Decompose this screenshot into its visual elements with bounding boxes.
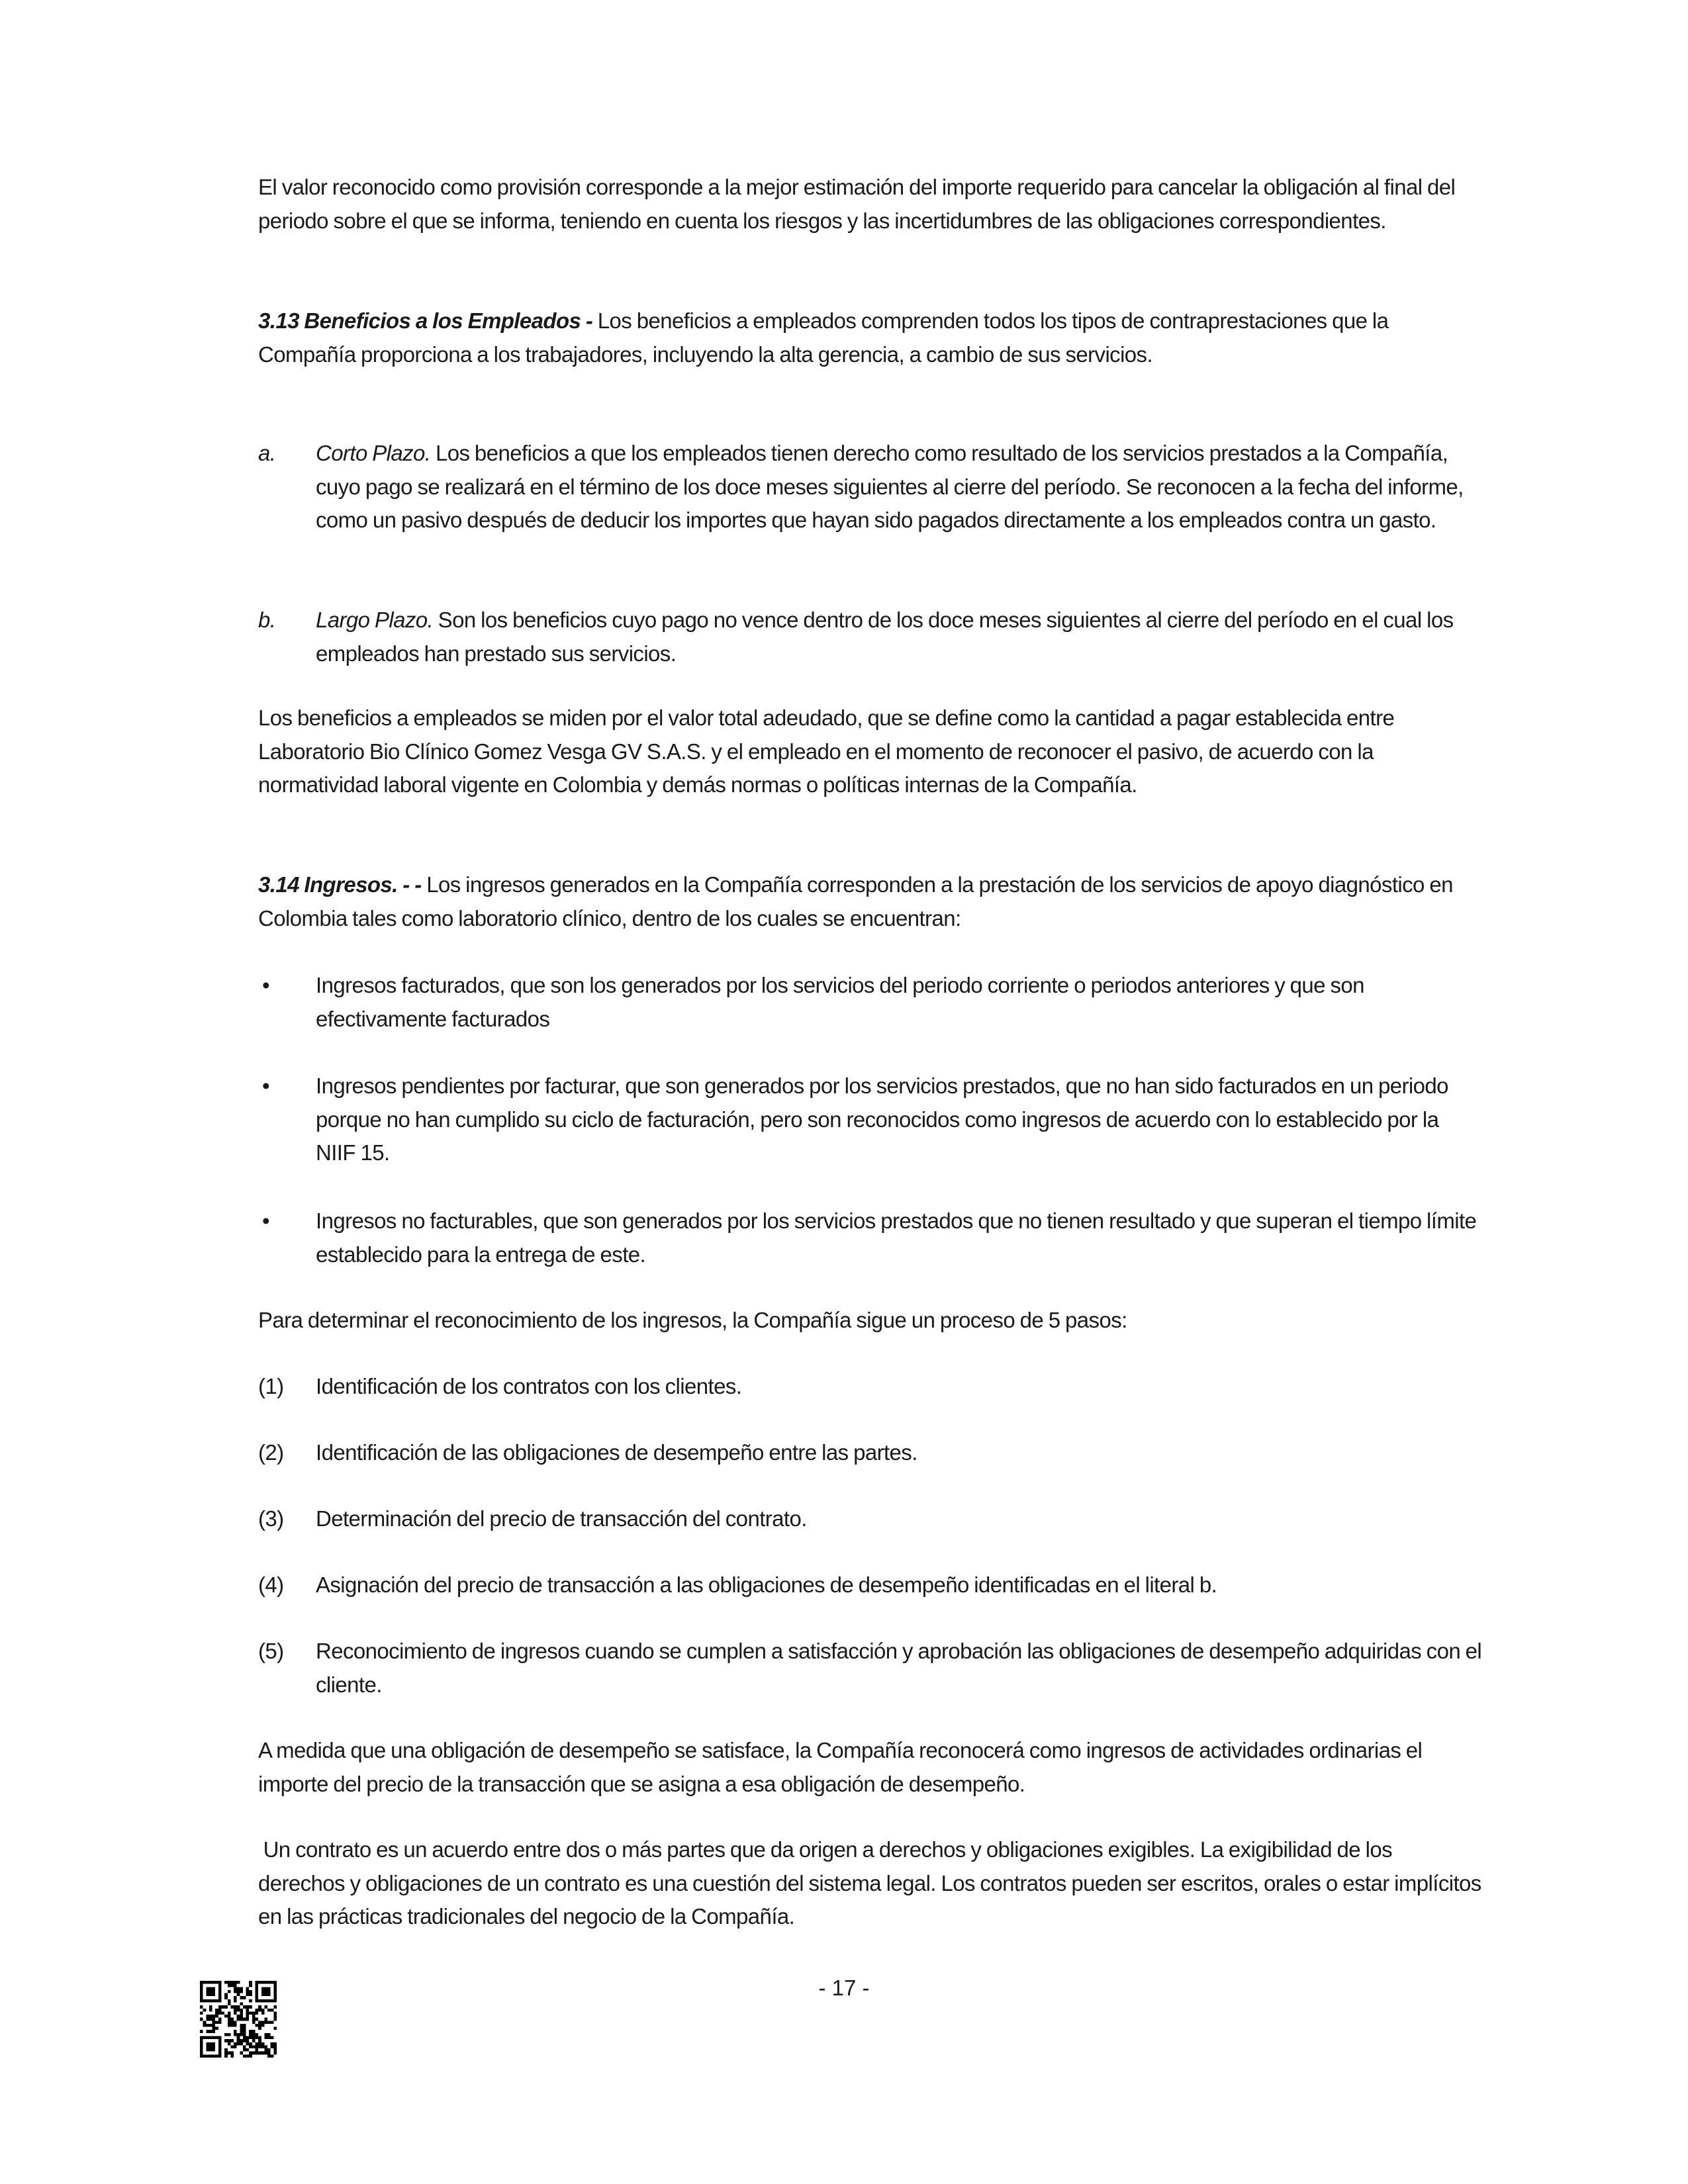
step-text: Identificación de las obligaciones de desempeño entre las partes. bbox=[316, 1440, 917, 1465]
section-3-13-text: Los beneficios a empleados comprenden todos los tipos de contraprestaciones que la Compañía proporciona a los trabajadores, incluyendo la alta gerencia, a cambio de sus servicios. bbox=[258, 308, 1389, 367]
bullet-icon: • bbox=[262, 1073, 269, 1098]
list-marker: a. bbox=[258, 441, 276, 465]
step-text: Reconocimiento de ingresos cuando se cumplen a satisfacción y aprobación las obligaciones de desempeño adquiridas con el cliente. bbox=[316, 1639, 1482, 1697]
step-number: (4) bbox=[258, 1572, 284, 1597]
bullet-item bbox=[258, 1069, 1483, 1170]
step-number: (3) bbox=[258, 1506, 284, 1531]
section-3-14-text: Los ingresos generados en la Compañía corresponden a la prestación de los servicios de apoyo diagnóstico en Colombia tales como laboratorio clínico, dentro de los cuales se encuentran: bbox=[258, 872, 1453, 931]
step-number: (1) bbox=[258, 1374, 284, 1398]
section-3-14-heading: 3.14 Ingresos. - - bbox=[258, 872, 422, 897]
section-3-13-paragraph bbox=[258, 304, 1483, 371]
page-number: - 17 - bbox=[818, 1976, 870, 2000]
bullet-icon: • bbox=[262, 1208, 269, 1233]
step-item bbox=[258, 1569, 1483, 1602]
step-number: (5) bbox=[258, 1639, 284, 1663]
list-marker: b. bbox=[258, 608, 276, 632]
corto-plazo-title: Corto Plazo. bbox=[316, 441, 431, 465]
bullet-item bbox=[258, 1205, 1483, 1271]
step-item bbox=[258, 1635, 1483, 1702]
step-item bbox=[258, 1436, 1483, 1470]
section-3-14-paragraph bbox=[258, 868, 1483, 935]
corto-plazo-text: Los beneficios a que los empleados tienen derecho como resultado de los servicios prestados a la Compañía, cuyo pago se realizará en el término de los doce meses siguientes al cierre del período. Se reconocen a la fecha del informe, como un pasivo después de deducir los importes que hayan sido pagados directamente a los empleados contra un gasto. bbox=[316, 441, 1464, 533]
step-number: (2) bbox=[258, 1440, 284, 1465]
step-item bbox=[258, 1502, 1483, 1536]
section-3-13-heading: 3.13 Beneficios a los Empleados - bbox=[258, 308, 593, 333]
step-text: Determinación del precio de transacción del contrato. bbox=[316, 1506, 807, 1531]
step-text: Identificación de los contratos con los clientes. bbox=[316, 1374, 742, 1398]
bullet-item bbox=[258, 969, 1483, 1036]
provision-paragraph: El valor reconocido como provisión corresponde a la mejor estimación del importe requerido para cancelar la obligación al final del periodo sobre el que se informa, teniendo en cuenta los riesgos y las incertidumbres de las obligaciones correspondientes. bbox=[258, 175, 1456, 233]
bullet-text: Ingresos no facturables, que son generados por los servicios prestados que no tienen resultado y que superan el tiempo límite establecido para la entrega de este. bbox=[316, 1208, 1477, 1267]
contrato-paragraph: Un contrato es un acuerdo entre dos o más partes que da origen a derechos y obligaciones exigibles. La exigibilidad de los derechos y obligaciones de un contrato es una cuestión del sistema legal. Los contratos pueden ser escritos, orales o estar implícitos en las prácticas tradicionales del negocio de la Compañía. bbox=[258, 1837, 1487, 1929]
medicion-paragraph: Los beneficios a empleados se miden por el valor total adeudado, que se define como la cantidad a pagar establecida entre Laboratorio Bio Clínico Gomez Vesga GV S.A.S. y el empleado en el momento de reconocer el pasivo, de acuerdo con la normatividad laboral vigente en Colombia y demás normas o políticas internas de la Compañía. bbox=[258, 705, 1395, 797]
pasos-intro: Para determinar el reconocimiento de los ingresos, la Compañía sigue un proceso de 5 pasos: bbox=[258, 1308, 1127, 1332]
list-item-corto-plazo bbox=[258, 437, 1483, 537]
bullet-text: Ingresos pendientes por facturar, que son generados por los servicios prestados, que no han sido facturados en un periodo porque no han cumplido su ciclo de facturación, pero son reconocidos como ingresos de acuerdo con lo establecido por la NIIF 15. bbox=[316, 1073, 1448, 1165]
bullet-text: Ingresos facturados, que son los generados por los servicios del periodo corriente o periodos anteriores y que son efectivamente facturados bbox=[316, 973, 1364, 1031]
largo-plazo-text: Son los beneficios cuyo pago no vence dentro de los doce meses siguientes al cierre del período en el cual los empleados han prestado sus servicios. bbox=[316, 608, 1454, 666]
step-text: Asignación del precio de transacción a las obligaciones de desempeño identificadas en el literal b. bbox=[316, 1572, 1217, 1597]
step-item bbox=[258, 1370, 1483, 1404]
list-item-largo-plazo bbox=[258, 604, 1483, 670]
a-medida-paragraph: A medida que una obligación de desempeño se satisface, la Compañía reconocerá como ingresos de actividades ordinarias el importe del precio de la transacción que se asigna a esa obligación de desempeño. bbox=[258, 1738, 1423, 1796]
bullet-icon: • bbox=[262, 973, 269, 997]
largo-plazo-title: Largo Plazo. bbox=[316, 608, 434, 632]
